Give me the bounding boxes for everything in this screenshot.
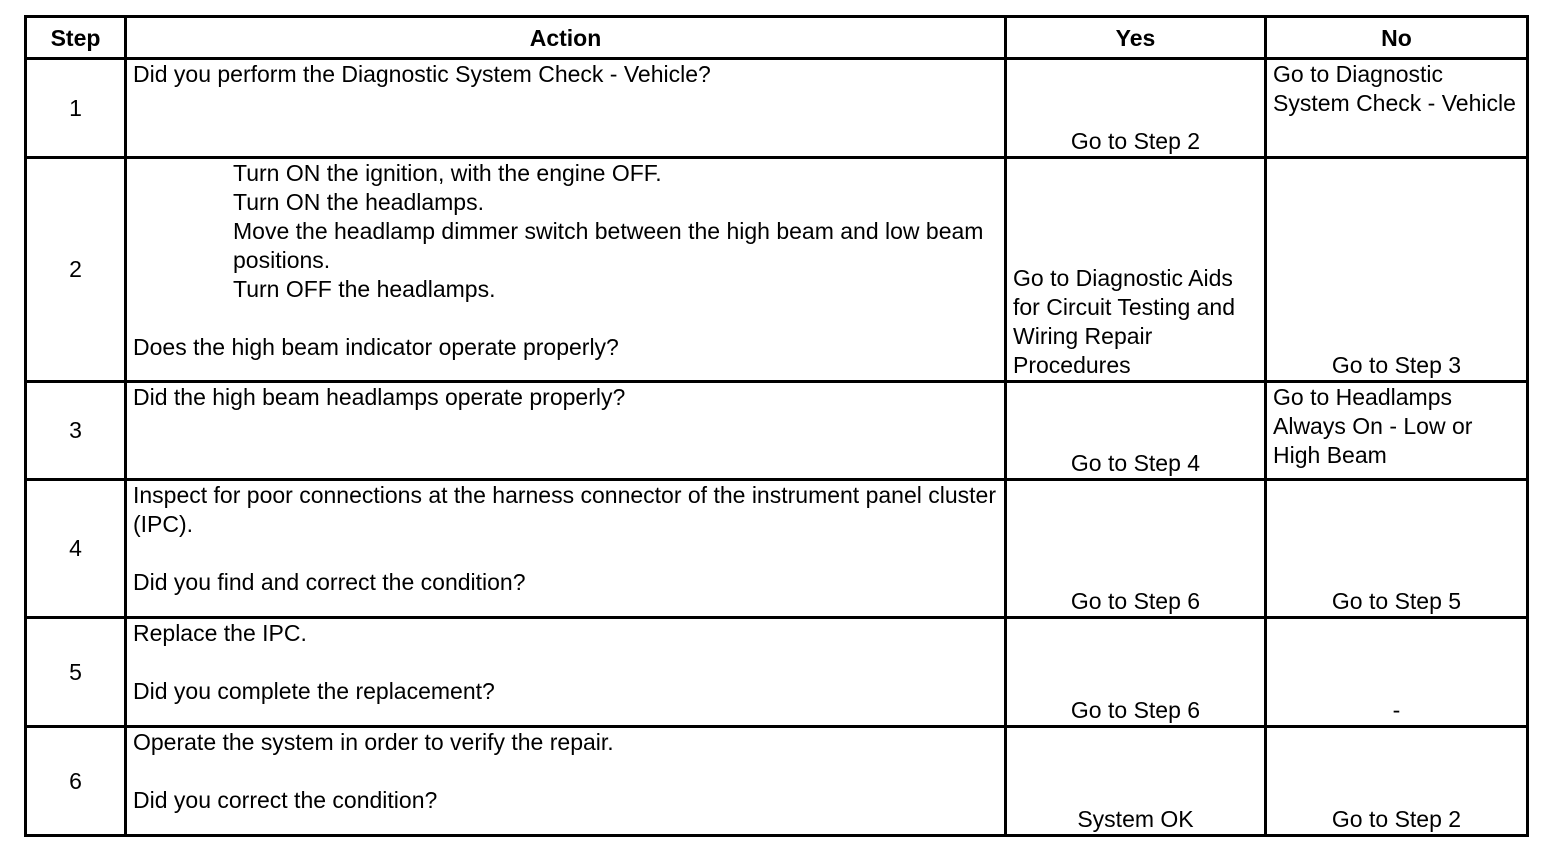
action-cell bbox=[126, 618, 1006, 727]
step-number: 1 bbox=[26, 59, 126, 158]
yes-cell: System OK bbox=[1006, 727, 1266, 836]
action-question: Did you correct the condition? bbox=[133, 787, 438, 813]
step-number: 3 bbox=[26, 382, 126, 480]
action-text: Replace the IPC. bbox=[133, 620, 307, 646]
table-row bbox=[26, 382, 1528, 480]
table-row bbox=[26, 618, 1528, 727]
action-cell bbox=[126, 59, 1006, 158]
header-yes: Yes bbox=[1006, 17, 1266, 59]
diagnostic-table bbox=[24, 15, 1529, 837]
action-text: Did you perform the Diagnostic System Check - Vehicle? bbox=[133, 61, 711, 87]
action-question: Did you complete the replacement? bbox=[133, 678, 495, 704]
yes-cell: Go to Step 2 bbox=[1006, 59, 1266, 158]
action-question: Did you find and correct the condition? bbox=[133, 569, 526, 595]
step-number: 4 bbox=[26, 480, 126, 618]
no-cell: Go to Headlamps Always On - Low or High Beam bbox=[1266, 382, 1528, 480]
header-step: Step bbox=[26, 17, 126, 59]
action-text: Operate the system in order to verify the repair. bbox=[133, 729, 614, 755]
action-cell bbox=[126, 480, 1006, 618]
table-row bbox=[26, 727, 1528, 836]
yes-cell: Go to Step 4 bbox=[1006, 382, 1266, 480]
step-number: 5 bbox=[26, 618, 126, 727]
action-cell bbox=[126, 382, 1006, 480]
header-no: No bbox=[1266, 17, 1528, 59]
action-instruction: Turn ON the headlamps. bbox=[233, 189, 484, 215]
yes-cell: Go to Diagnostic Aids for Circuit Testing and Wiring Repair Procedures bbox=[1006, 158, 1266, 382]
table-row bbox=[26, 480, 1528, 618]
header-action: Action bbox=[126, 17, 1006, 59]
step-number: 6 bbox=[26, 727, 126, 836]
table-row bbox=[26, 158, 1528, 382]
no-cell: Go to Step 2 bbox=[1266, 727, 1528, 836]
action-question: Does the high beam indicator operate properly? bbox=[133, 334, 619, 360]
action-cell bbox=[126, 158, 1006, 382]
no-cell: Go to Step 5 bbox=[1266, 480, 1528, 618]
action-text: Did the high beam headlamps operate properly? bbox=[133, 384, 626, 410]
action-instruction: Turn ON the ignition, with the engine OFF. bbox=[233, 160, 662, 186]
yes-cell: Go to Step 6 bbox=[1006, 480, 1266, 618]
yes-cell: Go to Step 6 bbox=[1006, 618, 1266, 727]
action-instruction: Turn OFF the headlamps. bbox=[233, 276, 496, 302]
no-cell: Go to Diagnostic System Check - Vehicle bbox=[1266, 59, 1528, 158]
action-text: Inspect for poor connections at the harness connector of the instrument panel cluster (IPC). bbox=[133, 482, 996, 537]
no-cell: - bbox=[1266, 618, 1528, 727]
header-row bbox=[26, 17, 1528, 59]
action-cell bbox=[126, 727, 1006, 836]
step-number: 2 bbox=[26, 158, 126, 382]
action-instruction: Move the headlamp dimmer switch between the high beam and low beam positions. bbox=[233, 218, 984, 273]
table-row bbox=[26, 59, 1528, 158]
no-cell: Go to Step 3 bbox=[1266, 158, 1528, 382]
